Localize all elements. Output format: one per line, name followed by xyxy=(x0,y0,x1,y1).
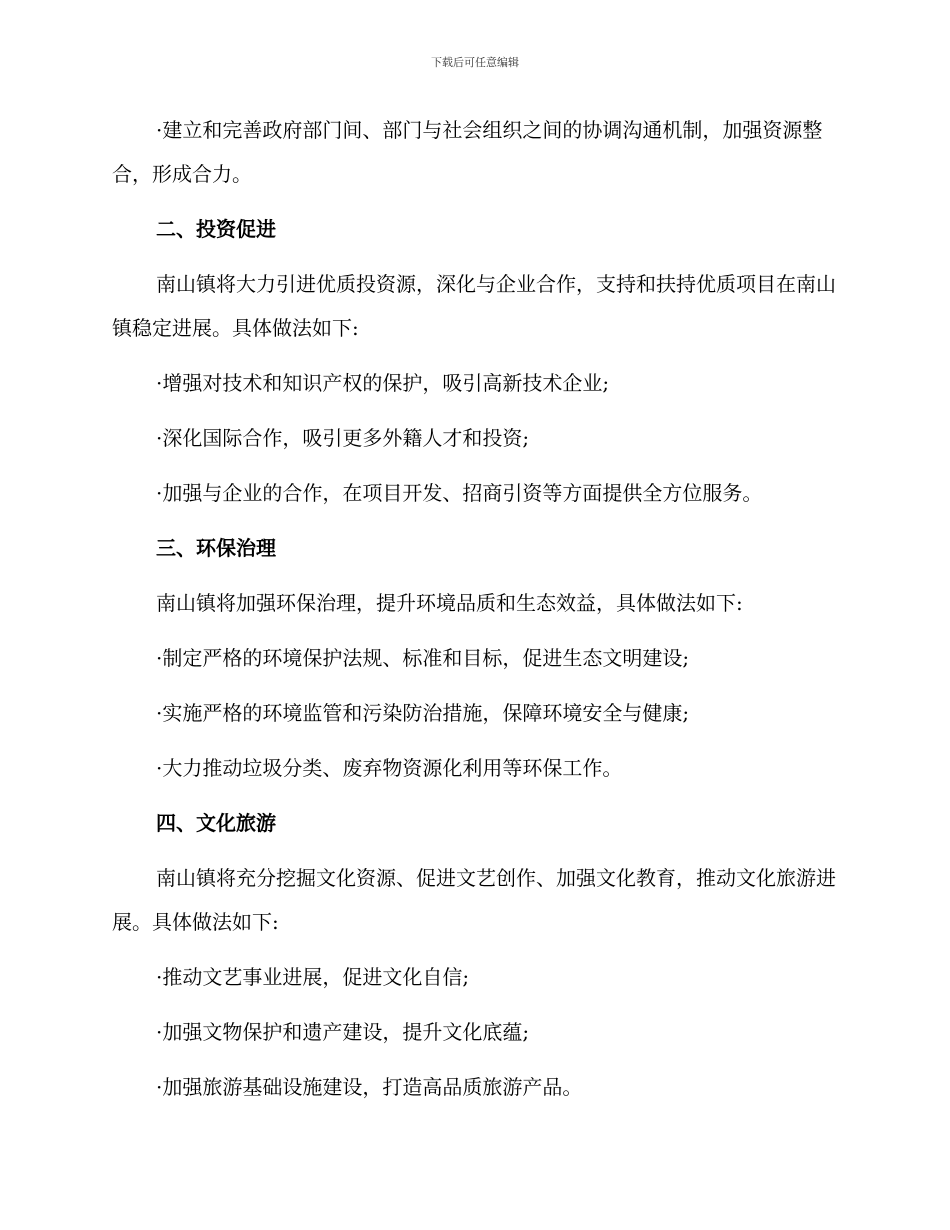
intro-paragraph: 南山镇将大力引进优质投资源，深化与企业合作，支持和扶持优质项目在南山镇稳定进展。具体做法如下: xyxy=(112,272,836,340)
bullet-paragraph: ·实施严格的环境监管和污染防治措施，保障环境安全与健康; xyxy=(156,701,690,725)
bullet-paragraph: ·制定严格的环境保护法规、标准和目标，促进生态文明建设; xyxy=(156,646,690,670)
bullet-paragraph: ·加强文物保护和遗产建设，提升文化底蕴; xyxy=(156,1020,530,1044)
bullet-paragraph: ·推动文艺事业进展，促进文化自信; xyxy=(156,965,470,989)
section-heading: 二、投资促进 xyxy=(156,217,276,241)
section-heading: 三、环保治理 xyxy=(156,536,276,560)
document-body xyxy=(112,108,838,1120)
bullet-paragraph: ·加强旅游基础设施建设，打造高品质旅游产品。 xyxy=(156,1075,583,1099)
bullet-paragraph: ·加强与企业的合作，在项目开发、招商引资等方面提供全方位服务。 xyxy=(156,481,763,505)
bullet-paragraph: ·大力推动垃圾分类、废弃物资源化利用等环保工作。 xyxy=(156,756,623,780)
page-header: 下载后可任意编辑 xyxy=(431,56,519,69)
intro-paragraph: 南山镇将充分挖掘文化资源、促进文艺创作、加强文化教育，推动文化旅游进展。具体做法如下: xyxy=(112,866,836,934)
bullet-paragraph: ·深化国际合作，吸引更多外籍人才和投资; xyxy=(156,426,530,450)
bullet-paragraph: ·增强对技术和知识产权的保护，吸引高新技术企业; xyxy=(156,371,610,395)
section-heading: 四、文化旅游 xyxy=(156,811,276,835)
intro-paragraph: 南山镇将加强环保治理，提升环境品质和生态效益，具体做法如下: xyxy=(156,591,743,615)
bullet-paragraph: ·建立和完善政府部门间、部门与社会组织之间的协调沟通机制，加强资源整合，形成合力。 xyxy=(112,118,823,186)
